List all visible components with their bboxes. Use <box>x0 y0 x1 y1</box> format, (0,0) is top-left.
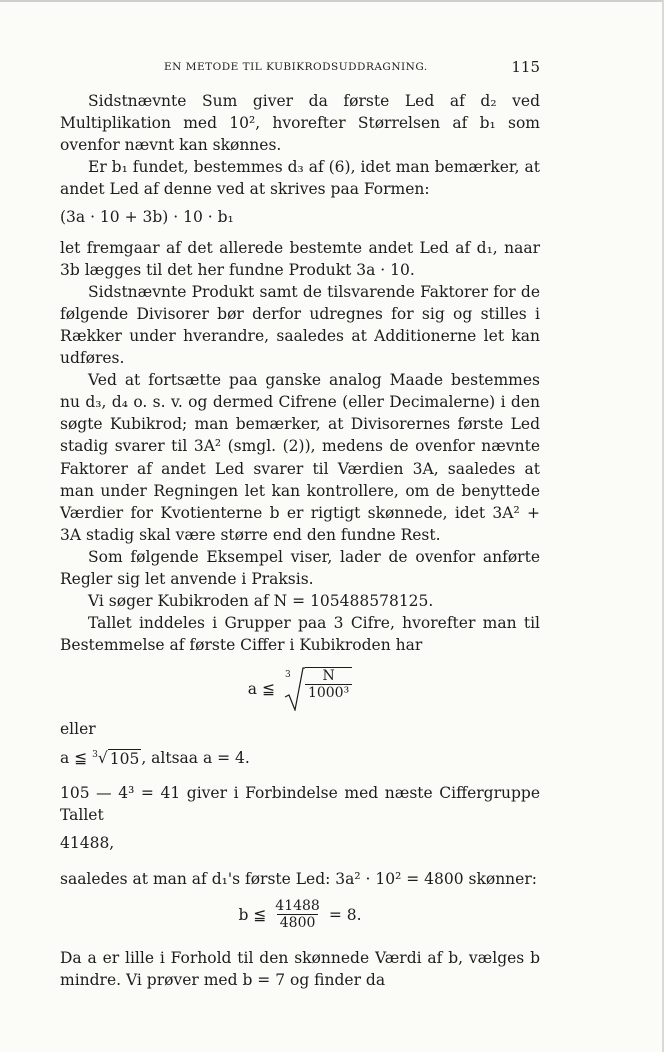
page-number: 115 <box>511 58 540 76</box>
radical-index: 3 <box>284 670 291 681</box>
paragraph-6: Som følgende Eksempel viser, lader de ovenfor anførte Regler sig let anvende i Praksis. <box>60 547 540 588</box>
formula-b-lhs: b ≦ <box>238 905 267 924</box>
paragraph-10: saaledes at man af d₁'s første Led: 3a² · 10² = 4800 skønner: <box>60 869 537 888</box>
running-title: EN METODE TIL KUBIKRODSUDDRAGNING. <box>164 61 428 73</box>
formula-b-fraction <box>272 898 323 931</box>
formula-41488: 41488, <box>60 833 115 852</box>
cbrt-radicand: 105 <box>109 749 140 768</box>
cube-root: $^3$√ 105 <box>92 749 140 768</box>
fraction-denominator: 1000³ <box>305 684 352 701</box>
formula-cbrt-lhs: a ≦ <box>60 749 88 768</box>
formula-cbrt-rest: , altsaa a = 4. <box>141 749 250 768</box>
page-top-edge <box>0 0 664 2</box>
fraction-numerator: N <box>322 668 335 685</box>
paragraph-5: Ved at fortsætte paa ganske analog Maade bestemmes nu d₃, d₄ o. s. v. og dermed Cifrene (eller Decimalerne) i den søgte Kubikrod; man bemærker, at Divisorernes første Led stadig svarer til 3A² (smgl. (2)), medens de ovenfor nævnte Faktorer af andet Led svarer til Værdien 3A, saaledes at man under Regningen let kan kontrollere, om de benyttede Værdier for Kvotienterne b er rigtigt skønnede, idet 3A² + 3A stadig skal være større end den fundne Rest. <box>60 371 540 544</box>
formula-b-denominator: 4800 <box>277 914 319 931</box>
radical-sign <box>283 667 352 711</box>
paragraph-9: 105 — 4³ = 41 giver i Forbindelse med næste Ciffergruppe Tallet <box>60 783 540 824</box>
paragraph-8: Tallet inddeles i Grupper paa 3 Cifre, hvorefter man til Bestemmelse af første Ciffer i Kubikroden har <box>60 614 540 655</box>
eller-label: eller <box>60 720 96 739</box>
page-header <box>60 58 540 78</box>
formula-root-lhs: a ≦ <box>247 680 275 699</box>
paragraph-4: Sidstnævnte Produkt samt de tilsvarende Faktorer for de følgende Divisorer bør derfor udregnes for sig og stilles i Rækker under hverandre, saaledes at Additionerne let kan udføres. <box>60 282 540 368</box>
fraction <box>305 667 352 711</box>
paragraph-7: Vi søger Kubikroden af N = 1054885781​25. <box>88 592 434 611</box>
body-text <box>60 90 540 991</box>
paragraph-3: let fremgaar af det allerede bestemte andet Led af d₁, naar 3b lægges til det her fundne Produkt 3a · 10. <box>60 238 540 279</box>
formula-b-numerator: 41488 <box>275 898 320 915</box>
paragraph-11: Da a er lille i Forhold til den skønnede Værdi af b, vælges b mindre. Vi prøver med b = 7 og finder da <box>60 949 540 990</box>
formula-product: (3a · 10 + 3b) · 10 · b₁ <box>60 208 234 227</box>
formula-b-rhs: = 8. <box>328 905 362 924</box>
paragraph-2: Er b₁ fundet, bestemmes d₃ af (6), idet man bemærker, at andet Led af denne ved at skrives paa Formen: <box>60 158 540 199</box>
radical-icon <box>283 667 305 711</box>
formula-cube-root-105 <box>60 740 540 781</box>
paragraph-1: Sidstnævnte Sum giver da første Led af d₂ ved Multiplikation med 10², hvorefter Størrelsen af b₁ som ovenfor nævnt kan skønnes. <box>60 92 540 155</box>
formula-cube-root-fraction <box>60 656 540 718</box>
cbrt-index: 3 <box>92 750 98 761</box>
formula-b-estimate <box>60 890 540 947</box>
